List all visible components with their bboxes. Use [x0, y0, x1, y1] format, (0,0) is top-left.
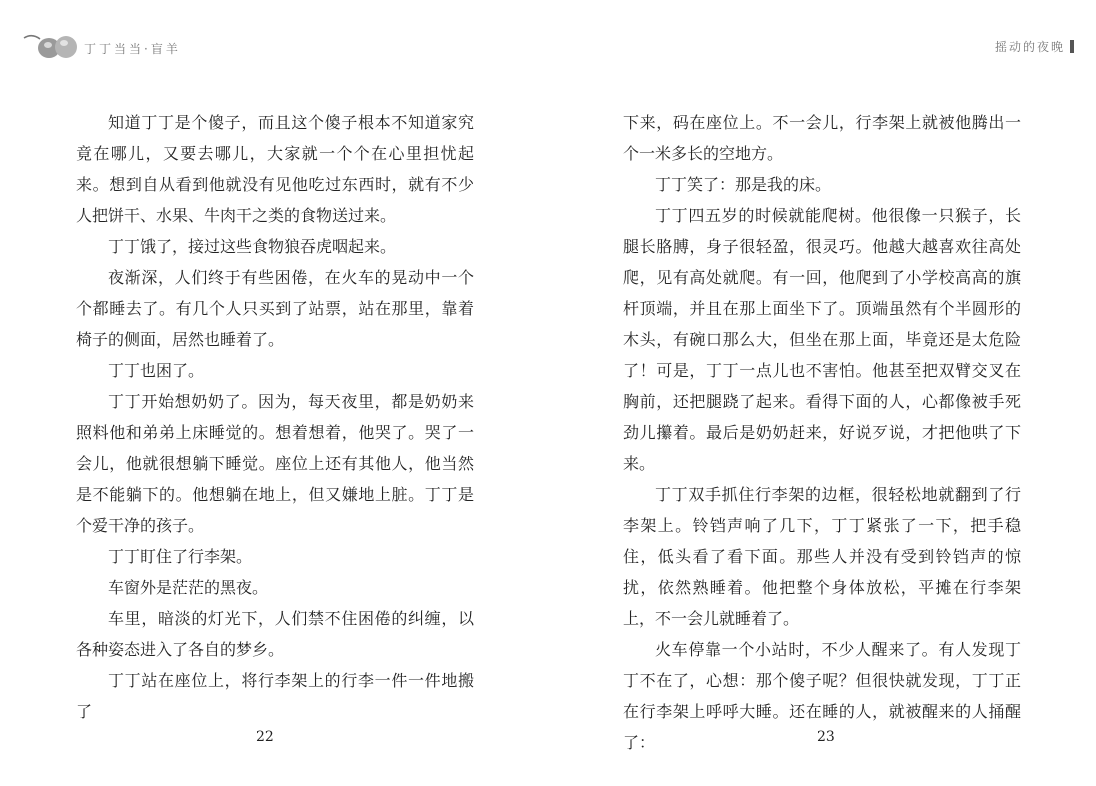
right-page-text: [623, 107, 1021, 758]
series-title: 丁丁当当·盲羊: [84, 41, 181, 56]
paragraph: 车窗外是茫茫的黑夜。: [108, 578, 269, 597]
page-number-right: 23: [817, 729, 835, 745]
gourd-logo-icon: [22, 30, 80, 62]
paragraph: 丁丁盯住了行李架。: [108, 547, 253, 566]
paragraph: 车里，暗淡的灯光下，人们禁不住困倦的纠缠，以各种姿态进入了各自的梦乡。: [76, 609, 474, 659]
paragraph: 丁丁四五岁的时候就能爬树。他很像一只猴子，长腿长胳膊，身子很轻盈，很灵巧。他越大越喜欢往高处爬，见有高处就爬。有一回，他爬到了小学校高高的旗杆顶端，并且在那上面坐下了。顶端虽然有个半圆形的木头，有碗口那么大，但坐在那上面，毕竟还是太危险了！可是，丁丁一点儿也不害怕。他甚至把双臂交叉在胸前，还把腿跷了起来。看得下面的人，心都像被手死劲儿攥着。最后是奶奶赶来，好说歹说，才把他哄了下来。: [623, 206, 1021, 473]
running-header-left: [22, 30, 181, 62]
header-bar-marker: [1070, 40, 1074, 53]
paragraph: 丁丁笑了：那是我的床。: [655, 175, 832, 194]
paragraph: 丁丁站在座位上，将行李架上的行李一件一件地搬了: [76, 671, 474, 721]
chapter-title: 摇动的夜晚: [994, 40, 1065, 54]
paragraph: 丁丁也困了。: [108, 361, 205, 380]
paragraph: 夜渐深，人们终于有些困倦，在火车的晃动中一个个都睡去了。有几个人只买到了站票，站在那里，靠着椅子的侧面，居然也睡着了。: [76, 268, 474, 349]
paragraph: 火车停靠一个小站时，不少人醒来了。有人发现丁丁不在了，心想：那个傻子呢？但很快就发现，丁丁正在行李架上呼呼大睡。还在睡的人，就被醒来的人捅醒了：: [623, 640, 1021, 752]
page-number-left: 22: [256, 729, 274, 745]
left-page-text: [76, 107, 474, 727]
paragraph-continued: 下来，码在座位上。不一会儿，行李架上就被他腾出一个一米多长的空地方。: [623, 113, 1021, 163]
paragraph: 丁丁饿了，接过这些食物狼吞虎咽起来。: [108, 237, 397, 256]
running-header-right: [995, 38, 1074, 55]
paragraph: 丁丁双手抓住行李架的边框，很轻松地就翻到了行李架上。铃铛声响了几下，丁丁紧张了一下，把手稳住，低头看了看下面。那些人并没有受到铃铛声的惊扰，依然熟睡着。他把整个身体放松，平摊在行李架上，不一会儿就睡着了。: [623, 485, 1021, 628]
paragraph: 丁丁开始想奶奶了。因为，每天夜里，都是奶奶来照料他和弟弟上床睡觉的。想着想着，他哭了。哭了一会儿，他就很想躺下睡觉。座位上还有其他人，他当然是不能躺下的。他想躺在地上，但又嫌地上脏。丁丁是个爱干净的孩子。: [76, 392, 474, 535]
paragraph: 知道丁丁是个傻子，而且这个傻子根本不知道家究竟在哪儿，又要去哪儿，大家就一个个在心里担忧起来。想到自从看到他就没有见他吃过东西时，就有不少人把饼干、水果、牛肉干之类的食物送过来。: [76, 113, 474, 225]
